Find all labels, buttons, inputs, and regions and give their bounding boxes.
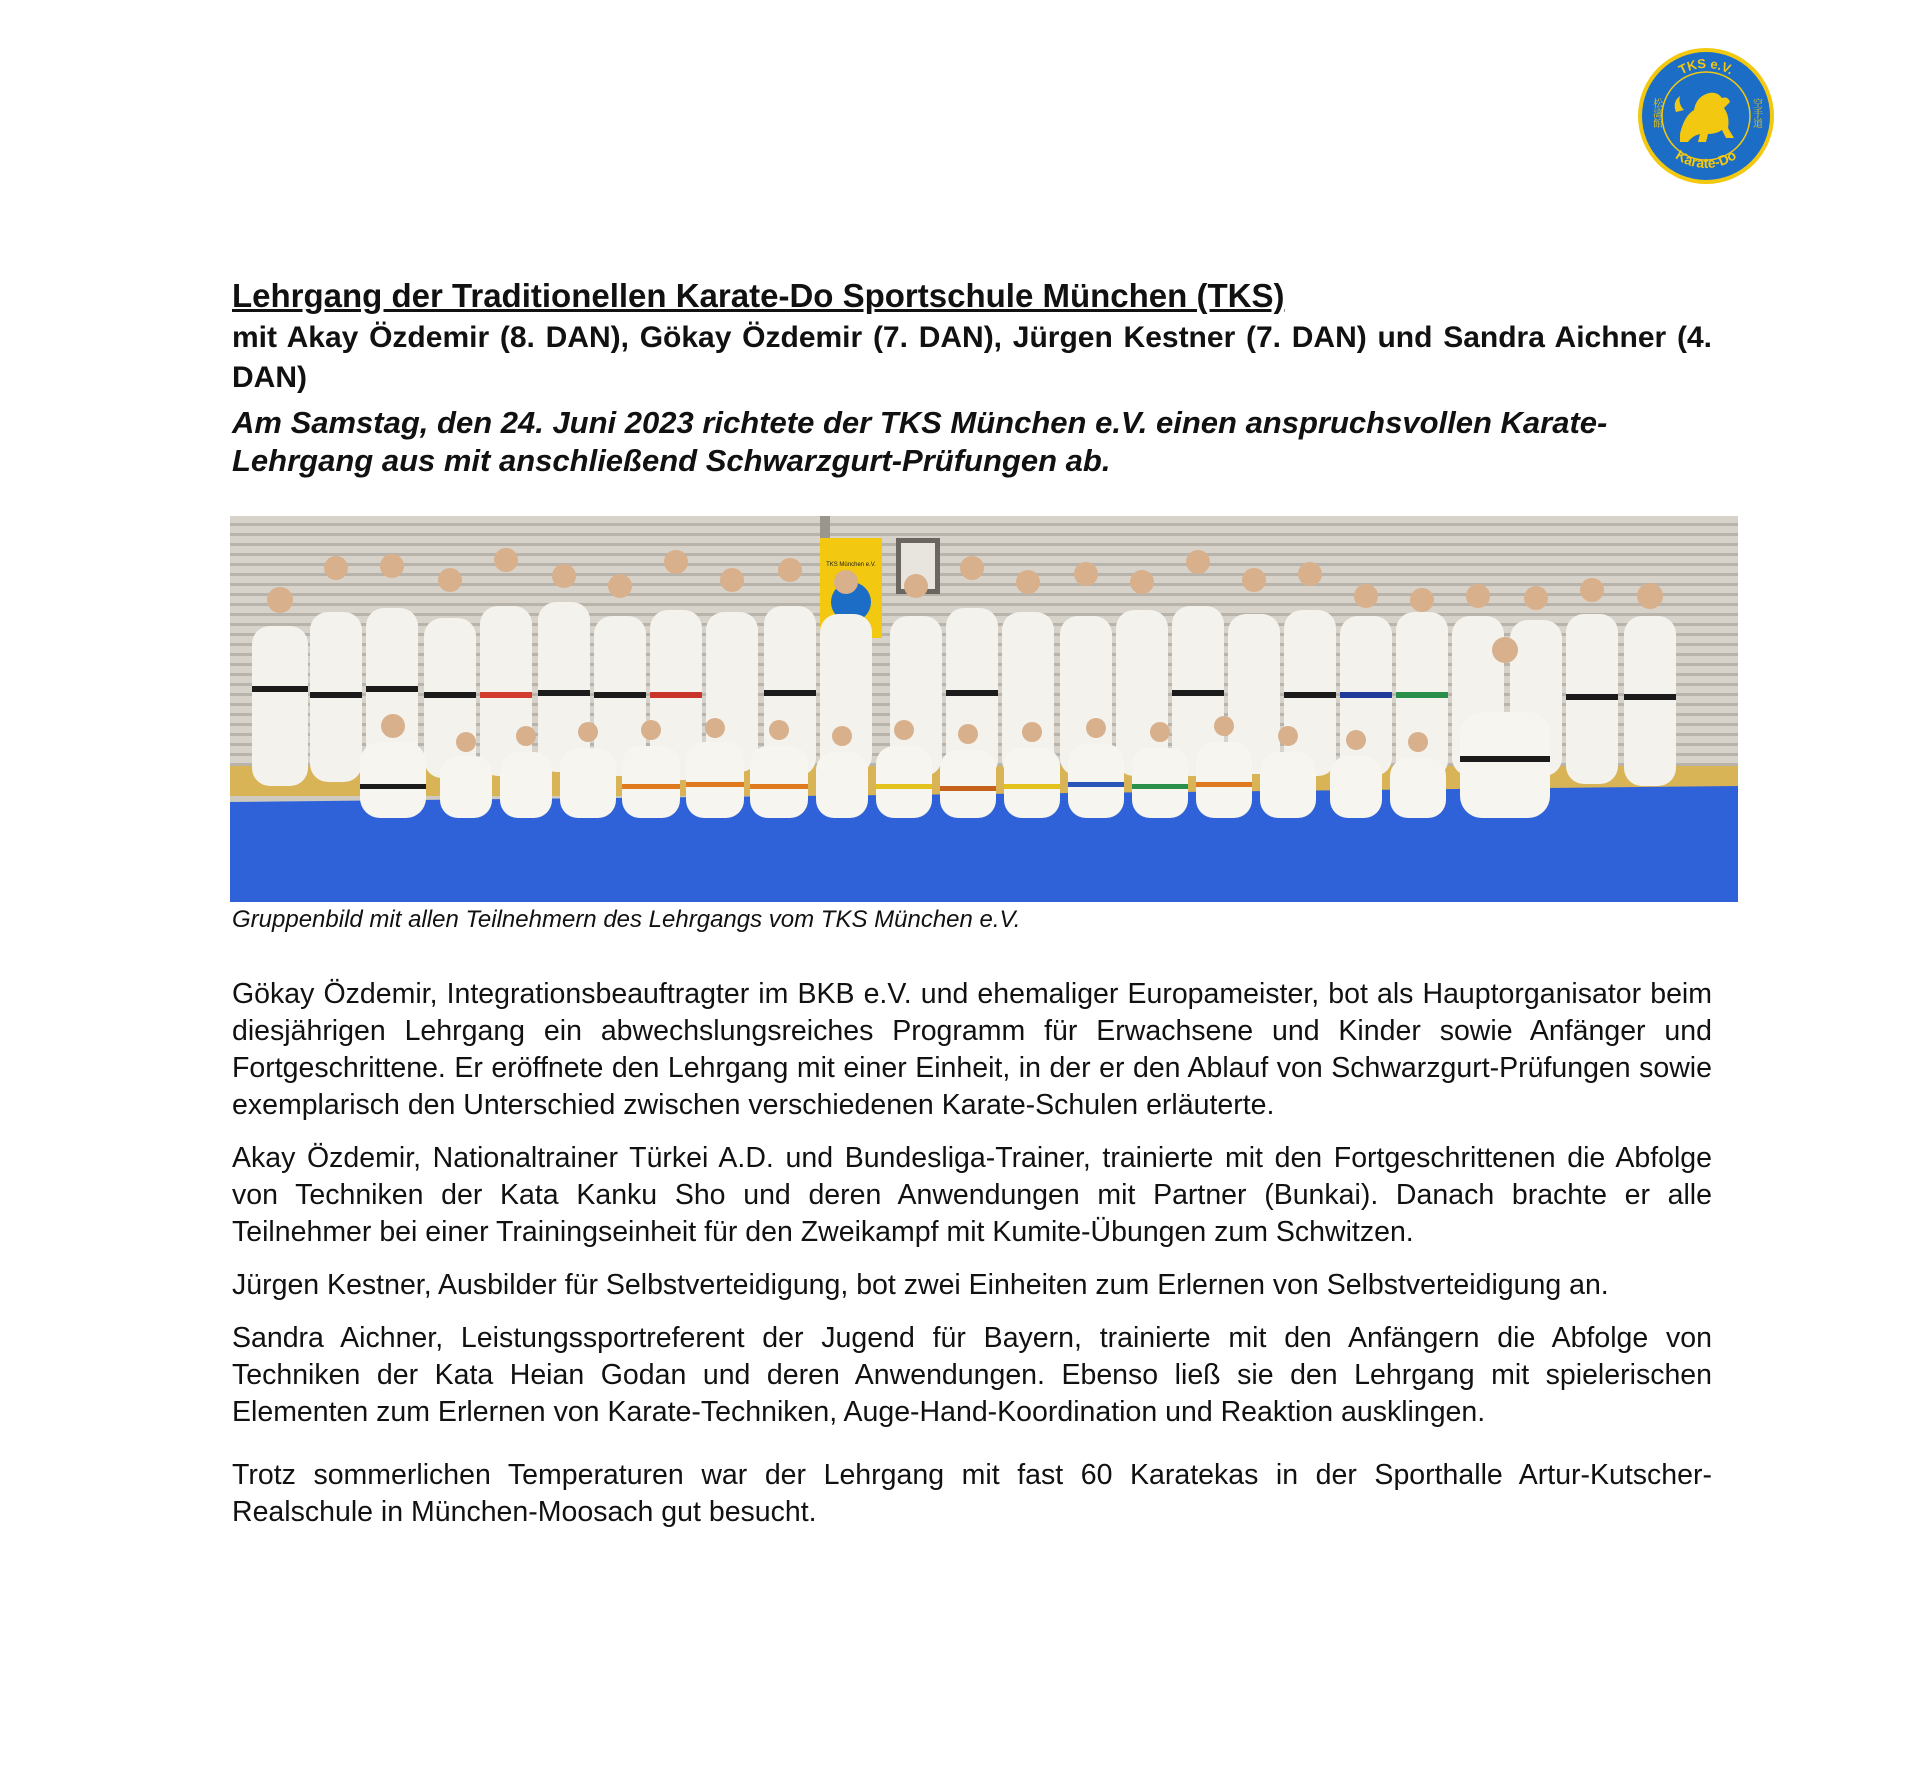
article-title: Lehrgang der Traditionellen Karate-Do Sportschule München (TKS) [232,277,1285,314]
logo-ring-text-bottom: Karate-Do [1673,146,1739,172]
club-banner-text: TKS München e.V. [826,562,876,568]
tks-karate-do-logo [1636,46,1776,186]
photo-caption: Gruppenbild mit allen Teilnehmern des Lehrgangs vom TKS München e.V. [232,906,1021,933]
group-photo [230,516,1738,902]
article-body [232,976,1712,1547]
paragraph-goekay: Gökay Özdemir, Integrationsbeauftragter im BKB e.V. und ehemaliger Europameister, bot als Hauptorganisator beim diesjährigen Lehrgang ein abwechslungsreiches Programm für Erwachsene und Kinder sowie Anfänger und Fortgeschrittene. Er eröffnete den Lehrgang mit einer Einheit, in der er den Ablauf von Schwarzgurt-Prüfungen sowie exemplarisch den Unterschied zwischen verschiedenen Karate-Schulen erläuterte. [232,978,1712,1121]
logo-ring-text-top: TKS e.V. [1676,55,1737,78]
paragraph-juergen: Jürgen Kestner, Ausbilder für Selbstverteidigung, bot zwei Einheiten zum Erlernen von Selbstverteidigung an. [232,1269,1609,1301]
logo-ring-text-left: 松濤館 [1650,98,1662,128]
article-lead: Am Samstag, den 24. Juni 2023 richtete der TKS München e.V. einen anspruchsvollen Karate-Lehrgang aus mit anschließend Schwarzgurt-Prüfungen ab. [232,405,1608,478]
paragraph-sandra: Sandra Aichner, Leistungssportreferent der Jugend für Bayern, trainierte mit den Anfängern die Abfolge von Techniken der Kata Heian Godan und deren Anwendungen. Ebenso ließ sie den Lehrgang mit spielerischen Elementen zum Erlernen von Karate-Techniken, Auge-Hand-Koordination und Reaktion ausklingen. [232,1322,1712,1428]
paragraph-akay: Akay Özdemir, Nationaltrainer Türkei A.D. und Bundesliga-Trainer, trainierte mit den Fortgeschrittenen die Abfolge von Techniken der Kata Kanku Sho und deren Anwendungen mit Partner (Bunkai). Danach brachte er alle Teilnehmer bei einer Trainingseinheit für den Zweikampf mit Kumite-Übungen zum Schwitzen. [232,1142,1712,1248]
paragraph-summary: Trotz sommerlichen Temperaturen war der Lehrgang mit fast 60 Karatekas in der Sporthalle Artur-Kutscher-Realschule in München-Moosach gut besucht. [232,1459,1712,1528]
group-photo-illustration [230,516,1738,902]
article-subtitle: mit Akay Özdemir (8. DAN), Gökay Özdemir (7. DAN), Jürgen Kestner (7. DAN) und Sandra Aichner (4. DAN) [232,321,1712,394]
logo-ring-text-right: 空手道 [1750,98,1762,128]
